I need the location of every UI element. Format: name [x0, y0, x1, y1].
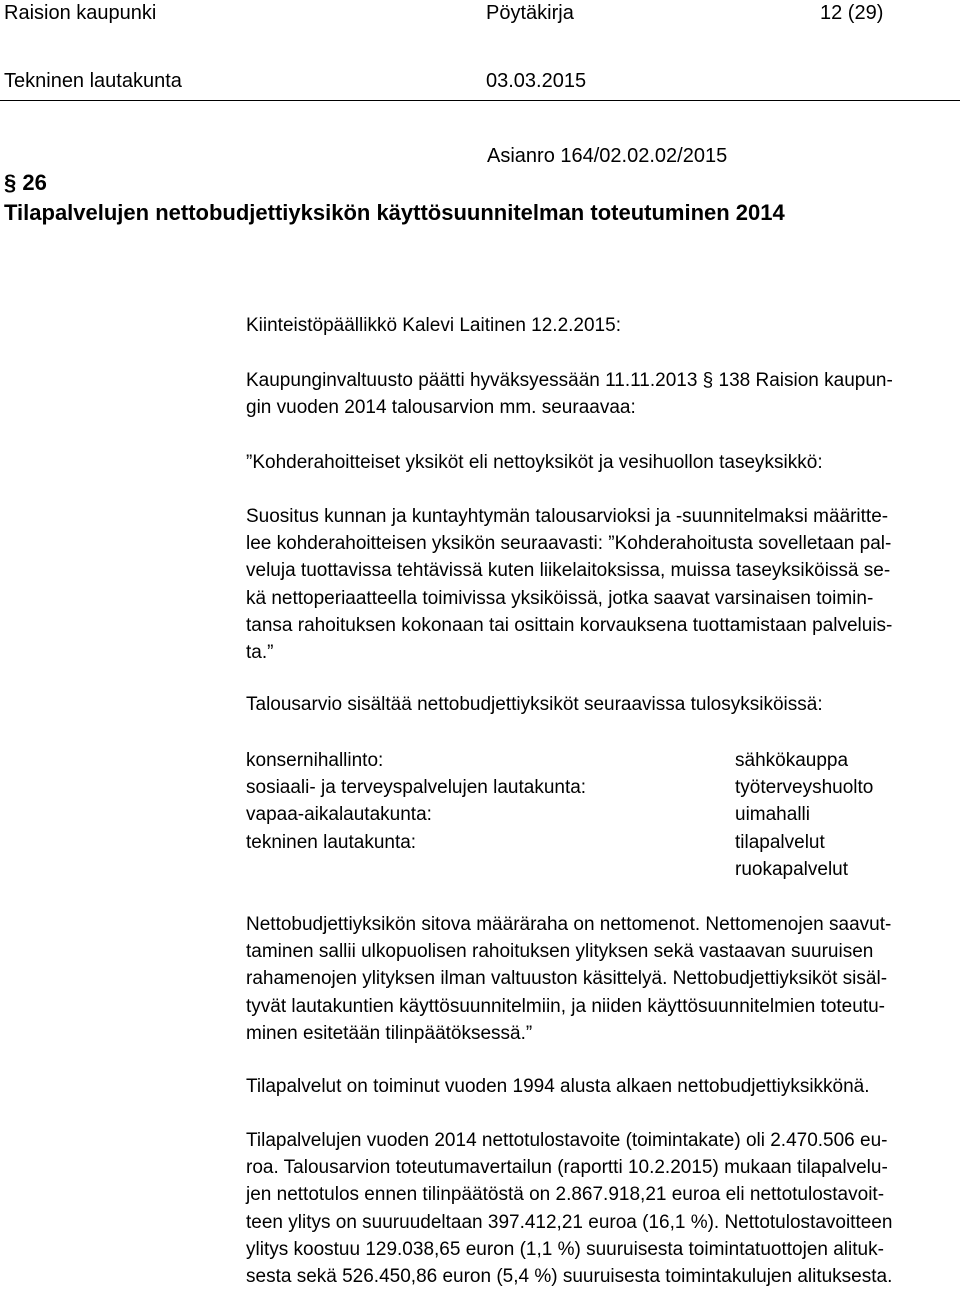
header-committee: Tekninen lautakunta — [4, 70, 182, 92]
text-line: Tilapalvelut on toiminut vuoden 1994 alusta alkaen nettobudjettiyksikkönä. — [246, 1076, 870, 1097]
paragraph-results — [246, 1127, 958, 1290]
text-line: teen ylitys on suuruudeltaan 397.412,21 euroa (16,1 %). Nettotulostavoitteen — [246, 1211, 893, 1233]
text-line: veluja tuottavissa tehtävissä kuten liikelaitoksissa, muissa taseyksiköissä se- — [246, 560, 891, 582]
unit-item: sähkökauppa — [735, 750, 849, 771]
header-page-number: 12 (29) — [820, 2, 884, 24]
paragraph-history — [246, 1073, 958, 1100]
text-line: minen esitetään tilinpäätöksessä.” — [246, 1022, 533, 1044]
unit-item: uimahalli — [735, 804, 810, 826]
header-organization: Raision kaupunki — [4, 2, 157, 24]
text-line: lee kohderahoitteisen yksikön seuraavasti: ”Kohderahoitusta sovelletaan pal- — [246, 533, 892, 555]
text-line: jen nettotulos ennen tilinpäätöstä on 2.867.918,21 euroa eli nettotulostavoit- — [246, 1184, 885, 1206]
unit-item: tilapalvelut — [735, 831, 825, 853]
committee-item: vapaa-aikalautakunta: — [246, 804, 432, 826]
unit-item: työterveyshuolto — [735, 777, 874, 799]
text-line: roa. Talousarvion toteutumavertailun (raportti 10.2.2015) mukaan tilapalvelu- — [246, 1157, 888, 1179]
text-line: sesta sekä 526.450,86 euron (5,4 %) suuruisesta toimintakulujen alituksesta. — [246, 1265, 893, 1287]
header-doc-type: Pöytäkirja — [486, 2, 574, 24]
paragraph-units-intro — [246, 691, 958, 718]
header-divider — [0, 100, 960, 101]
text-line: Nettobudjettiyksikön sitova määräraha on nettomenot. Nettomenojen saavut- — [246, 914, 892, 935]
unit-item: ruokapalvelut — [735, 858, 849, 880]
text-line: ”Kohderahoitteiset yksiköt eli nettoyksiköt ja vesihuollon taseyksikkö: — [246, 452, 823, 473]
section-number: § 26 — [4, 170, 47, 195]
text-line: Suositus kunnan ja kuntayhtymän talousarvioksi ja -suunnitelmaksi määritte- — [246, 506, 889, 527]
page-title: Tilapalvelujen nettobudjettiyksikön käyttösuunnitelman toteutuminen 2014 — [4, 200, 785, 225]
text-line: Tilapalvelujen vuoden 2014 nettotulostavoite (toimintakate) oli 2.470.506 eu- — [246, 1130, 888, 1151]
header-date: 03.03.2015 — [486, 70, 587, 92]
paragraph-binding-appropriation — [246, 911, 958, 1047]
text-line: Talousarvio sisältää nettobudjettiyksiköt seuraavissa tulosyksiköissä: — [246, 694, 823, 715]
committee-list — [246, 747, 586, 856]
text-line: tyvät lautakuntien käyttösuunnitelmiin, ja niiden käyttösuunnitelmien toteutu- — [246, 995, 885, 1017]
text-line: kä nettoperiaatteella toimivissa yksiköissä, jotka saavat varsinaisen toimin- — [246, 587, 874, 609]
case-number: Asianro 164/02.02.02/2015 — [487, 145, 728, 167]
text-line: rahamenojen ylityksen ilman valtuuston käsittelyä. Nettobudjettiyksiköt sisäl- — [246, 968, 888, 990]
committee-item: konsernihallinto: — [246, 750, 384, 771]
committee-item: sosiaali- ja terveyspalvelujen lautakunta: — [246, 777, 587, 799]
text-line: Kaupunginvaltuusto päätti hyväksyessään 11.11.2013 § 138 Raision kaupun- — [246, 370, 893, 391]
paragraph-recommendation — [246, 503, 958, 666]
paragraph-quote-heading — [246, 449, 958, 476]
preparer-line: Kiinteistöpäällikkö Kalevi Laitinen 12.2.2015: — [246, 315, 621, 336]
text-line: ta.” — [246, 641, 274, 663]
text-line: taminen sallii ulkopuolisen rahoituksen ylityksen sekä vastaavan suuruisen — [246, 941, 874, 963]
paragraph-decision — [246, 367, 958, 421]
unit-list — [735, 747, 873, 883]
text-line: ylitys koostuu 129.038,65 euron (1,1 %) suuruisesta toimintatuottojen alituk- — [246, 1238, 884, 1260]
text-line: tansa rahoituksen kokonaan tai osittain korvauksena tuottamistaan palveluis- — [246, 614, 893, 636]
committee-item: tekninen lautakunta: — [246, 831, 417, 853]
text-line: gin vuoden 2014 talousarvion mm. seuraavaa: — [246, 397, 636, 419]
